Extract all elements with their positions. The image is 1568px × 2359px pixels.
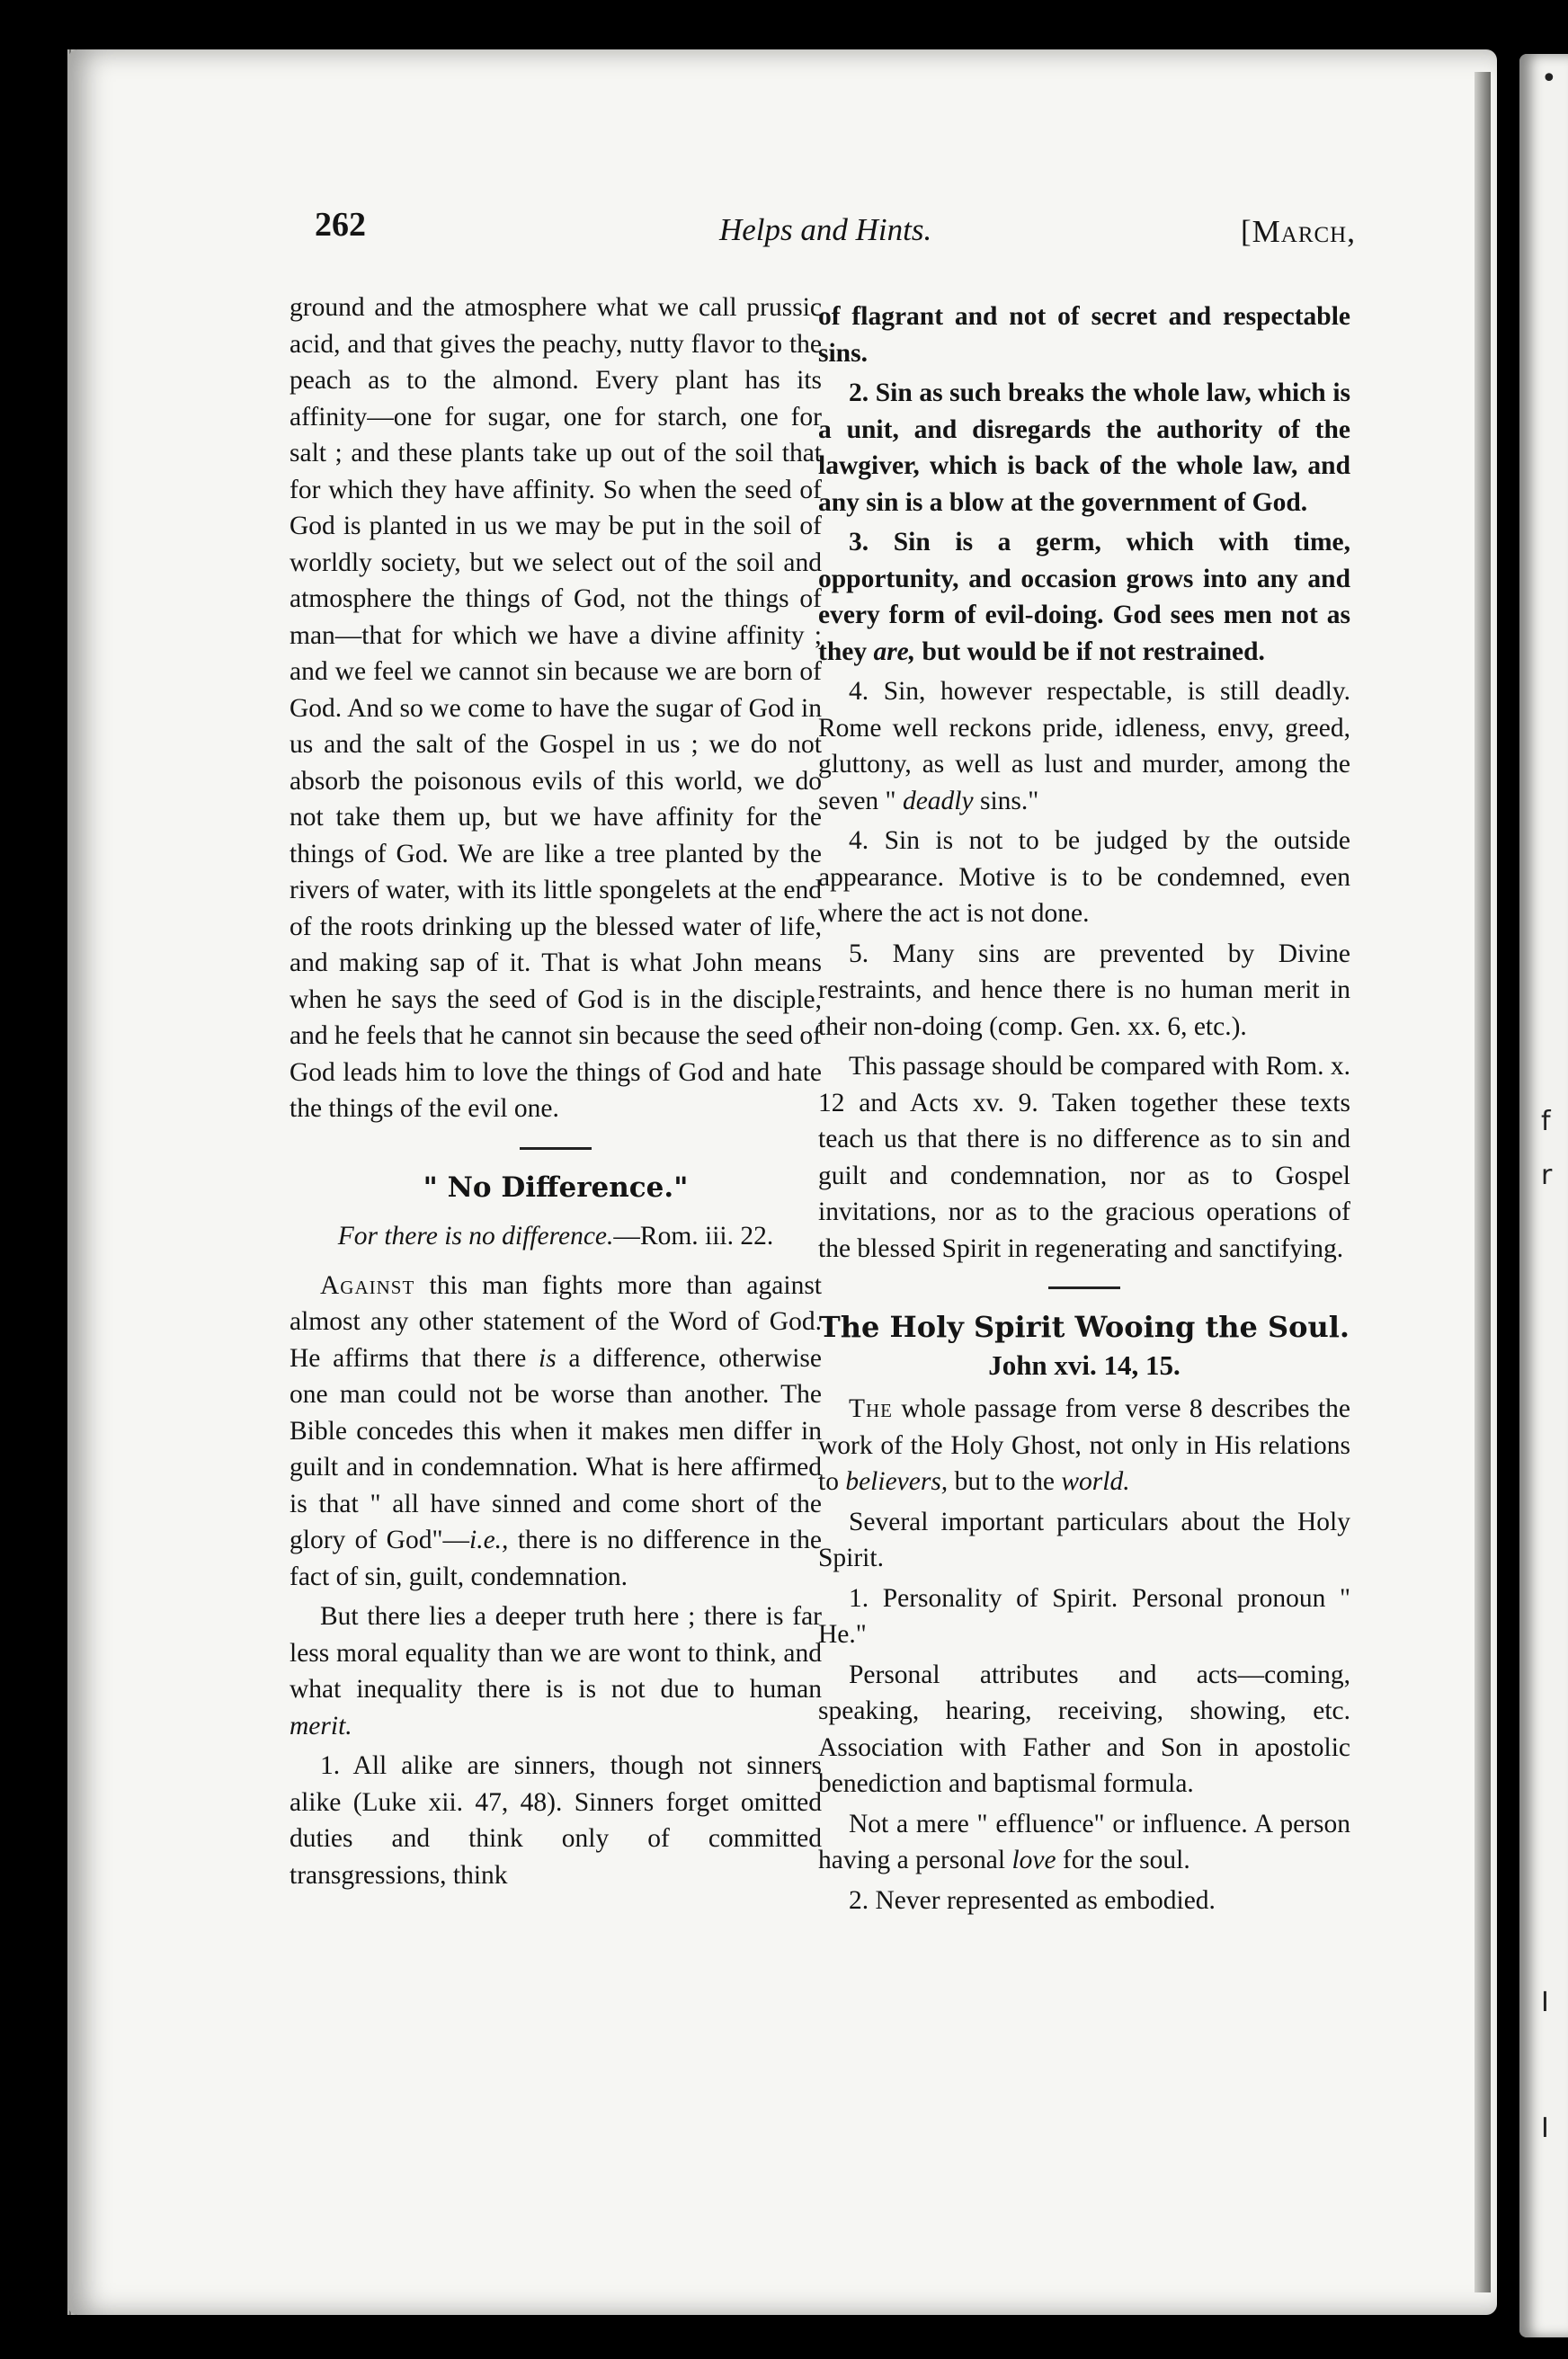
emphasis: world.	[1061, 1467, 1130, 1496]
lead-word: The	[849, 1394, 894, 1423]
text-run: for the soul.	[1056, 1846, 1190, 1874]
emphasis: deadly	[902, 786, 974, 815]
next-page-mark: I	[1541, 1987, 1549, 2018]
paragraph	[290, 1268, 822, 1596]
paragraph: This passage should be compared with Rom. x. 12 and Acts xv. 9. Taken together these texts teach us that there is no difference as to sin and guilt and condemnation, nor as to Gospel invitations, nor as to the gracious operations of the blessed Spirit in regenerating and sanctifying.	[818, 1052, 1350, 1263]
scripture-reference	[290, 1218, 822, 1255]
paragraph: 2. Never represented as embodied.	[849, 1885, 1216, 1915]
paragraph: 1. Personality of Spirit. Personal pronoun " He."	[818, 1583, 1350, 1649]
text-run: but to the	[948, 1467, 1062, 1496]
emphasis: i.e.,	[469, 1526, 509, 1554]
paragraph	[818, 1391, 1350, 1500]
next-page-mark: r	[1541, 1160, 1553, 1191]
section-heading: The Holy Spirit Wooing the Soul.	[818, 1310, 1350, 1344]
text-run: there is no difference in the fact of sin, guilt, condemnation.	[290, 1526, 822, 1591]
running-title: Helps and Hints.	[719, 212, 932, 247]
emphasis: love	[1011, 1846, 1056, 1874]
lead-word: Against	[320, 1270, 415, 1300]
paragraph: Personal attributes and acts—coming, speaking, hearing, receiving, showing, etc. Association with Father and Son in apostolic benediction and baptismal formula.	[818, 1660, 1350, 1798]
next-page-mark: •	[1541, 63, 1557, 94]
section-heading: " No Difference."	[423, 1171, 689, 1204]
text-run: a difference, otherwise one man could not be worse than another. The Bible concedes this when it makes men differ in guilt and in condemnation. What is here affirmed is that " all have sinned and come short of the glory of God"—	[290, 1343, 822, 1554]
paragraph: 1. All alike are sinners, though not sinners alike (Luke xii. 47, 48). Sinners forget omitted duties and think only of committed transgressions, think	[290, 1751, 822, 1890]
paragraph	[818, 673, 1350, 819]
paragraph	[290, 1598, 822, 1744]
reference-citation: —Rom. iii. 22.	[613, 1222, 774, 1251]
emphasis: are,	[873, 636, 916, 666]
paragraph	[818, 1806, 1350, 1879]
paragraph: 4. Sin is not to be judged by the outside appearance. Motive is to be condemned, even where the act is not done.	[818, 826, 1350, 928]
next-page-mark: I	[1541, 2113, 1549, 2144]
emphasis: merit.	[290, 1711, 352, 1740]
paragraph: 2. Sin as such breaks the whole law, which is a unit, and disregards the authority of the lawgiver, which is back of the whole law, and any sin is a blow at the government of God.	[818, 378, 1350, 517]
text-run: this man fights more than against almost any other statement of the Word of God. He affirms that there	[290, 1270, 822, 1373]
text-run: 4. Sin, however respectable, is still deadly. Rome well reckons pride, idleness, envy, greed, gluttony, as well as lust and murder, among the seven "	[818, 677, 1350, 815]
text-run: But there lies a deeper truth here ; there is far less moral equality than we are wont to think, and what inequality there is is not due to human	[290, 1602, 822, 1704]
running-header	[315, 205, 1367, 259]
page-edge-right	[1474, 72, 1491, 2292]
section-subheading: John xvi. 14, 15.	[988, 1349, 1180, 1381]
left-column	[290, 289, 822, 1897]
next-page-edge	[1519, 54, 1568, 2337]
paragraph	[818, 524, 1350, 670]
section-divider	[1048, 1286, 1120, 1289]
text-run: Not a mere " effluence" or influence. A person having a personal	[818, 1809, 1350, 1874]
text-run: but would be if not restrained.	[915, 636, 1265, 666]
paragraph: 5. Many sins are prevented by Divine restraints, and hence there is no human merit in their non-doing (comp. Gen. xx. 6, etc.).	[818, 939, 1350, 1041]
paragraph: of flagrant and not of secret and respectable sins.	[818, 302, 1350, 368]
text-run: whole passage from verse 8 describes the work of the Holy Ghost, not only in His relations to	[818, 1394, 1350, 1496]
text-run: sins."	[973, 786, 1039, 815]
emphasis: is	[539, 1343, 557, 1373]
reference-text: For there is no difference.	[337, 1222, 614, 1251]
paragraph: ground and the atmosphere what we call prussic acid, and that gives the peachy, nutty flavor to the peach as to the almond. Every plant has its affinity—one for sugar, one for starch, one for salt ; and these plants take up out of the soil that for which they have affinity. So when the seed of God is planted in us we may be put in the soil of worldly society, but we select out of the soil and atmosphere the things of God, not the things of man—that for which we have a divine affinity ; and we feel we cannot sin because we are born of God. And so we come to have the sugar of God in us and the salt of the Gospel in us ; we do not absorb the poisonous evils of this world, we do not take them up, but we have affinity for the things of God. We are like a tree planted by the rivers of water, with its little spongelets at the end of the roots drinking up the blessed water of life, and making sap of it. That is what John means when he says the seed of God is in the disciple, and he feels that he cannot sin because the seed of God leads him to love the things of God and hate the things of the evil one.	[290, 293, 822, 1123]
section-divider	[520, 1147, 592, 1150]
text-run: 3. Sin is a germ, which with time, opportunity, and occasion grows into any and every form of evil-doing. God sees men not as they	[818, 528, 1350, 666]
paragraph: Several important particulars about the Holy Spirit.	[818, 1507, 1350, 1572]
page-number: 262	[315, 206, 366, 244]
right-column	[818, 298, 1350, 1922]
next-page-mark: f	[1541, 1106, 1551, 1137]
running-month: [March,	[1241, 214, 1356, 249]
emphasis: believers,	[845, 1467, 949, 1496]
